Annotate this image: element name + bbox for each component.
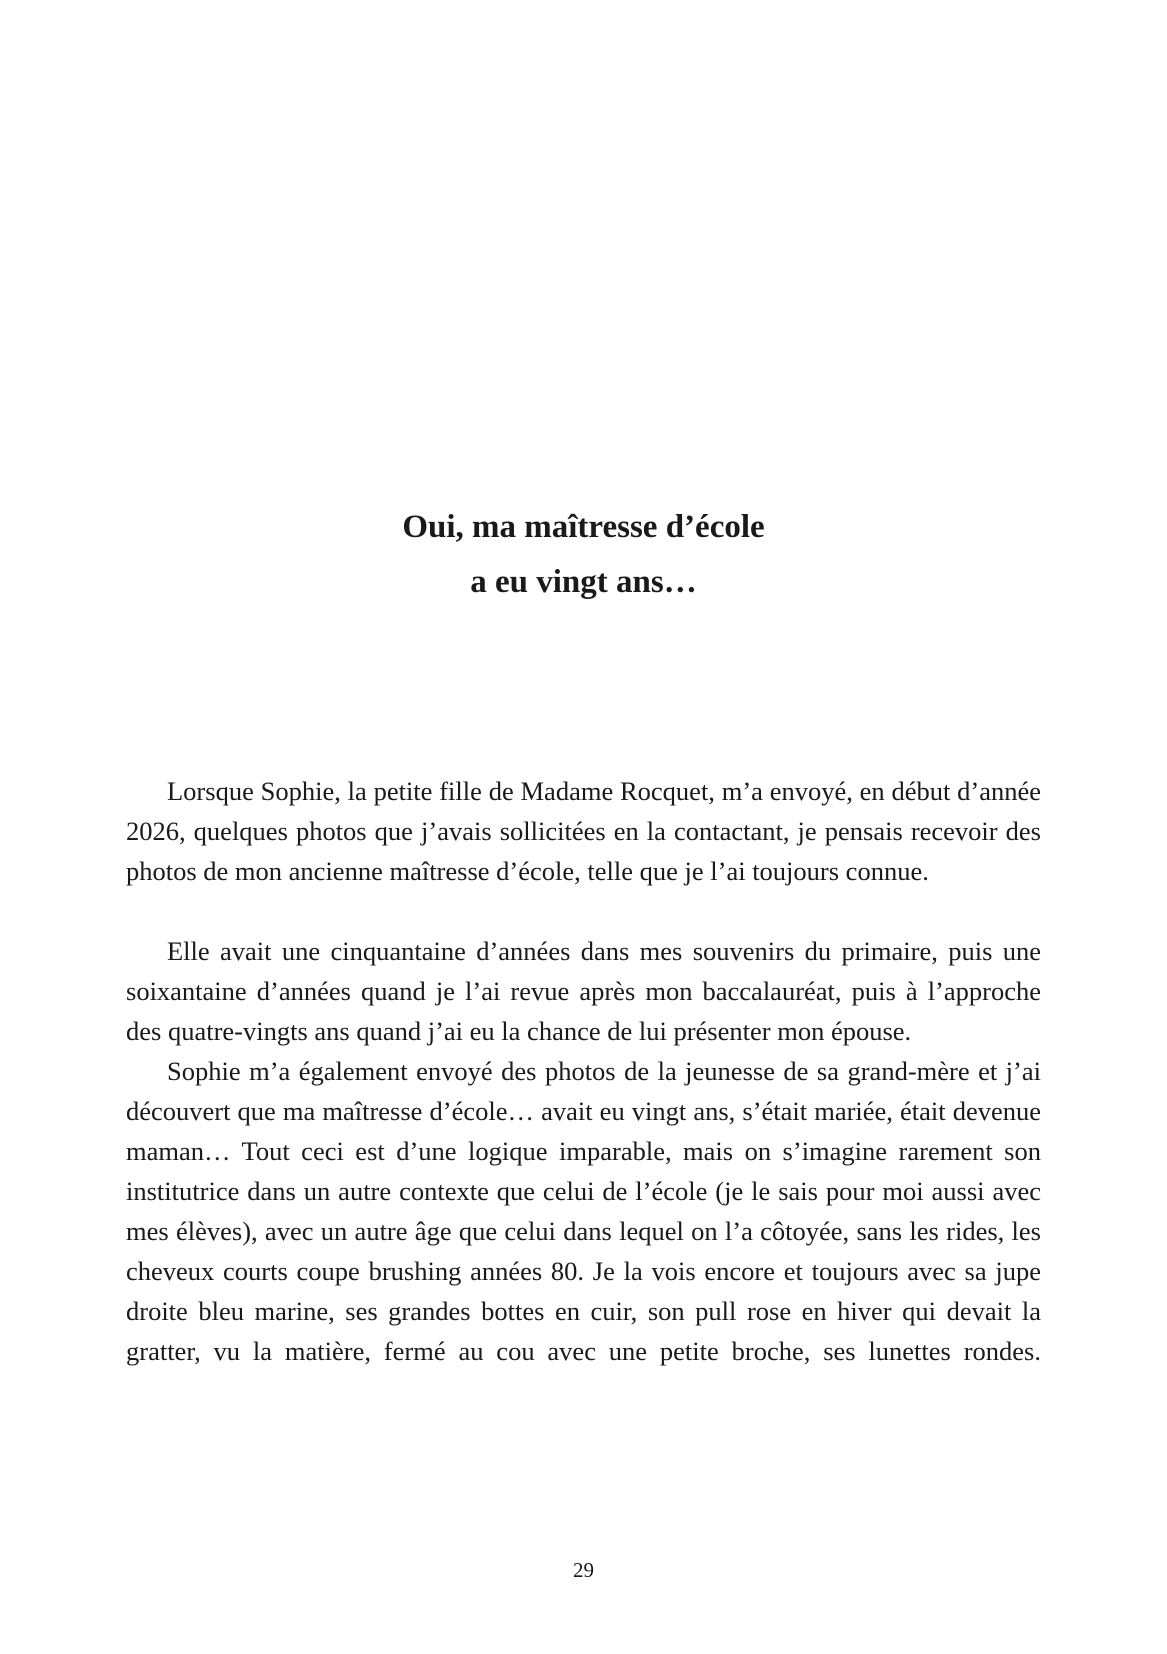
chapter-title-line-2: a eu vingt ans… [470, 564, 697, 600]
page-number: 29 [573, 1558, 594, 1582]
chapter-title [0, 500, 1167, 610]
paragraph-3: Sophie m’a également envoyé des photos de la jeunesse de sa grand-mère et j’ai découvert que ma maîtresse d’école… avait eu vingt ans, s’était mariée, était devenue maman… Tout ceci est d’une logique imparable, mais on s’imagine rarement son institutrice dans un autre contexte que celui de l’école (je le sais pour moi aussi avec mes élèves), avec un autre âge que celui dans lequel on l’a côtoyée, sans les rides, les cheveux courts coupe brushing années 80. Je la vois encore et toujours avec sa jupe droite bleu marine, ses grandes bottes en cuir, son pull rose en hiver qui devait la gratter, vu la matière, fermé au cou avec une petite broche, ses lunettes rondes. [126, 1056, 1041, 1366]
body-text [126, 771, 1041, 1371]
paragraph-2: Elle avait une cinquantaine d’années dans mes souvenirs du primaire, puis une soixantaine d’années quand je l’ai revue après mon baccalauréat, puis à l’approche des quatre-vingts ans quand j’ai eu la chance de lui présenter mon épouse. [126, 936, 1041, 1046]
chapter-title-line-1: Oui, ma maîtresse d’école [402, 509, 765, 545]
paragraph-spacer [126, 891, 1041, 931]
paragraph-1: Lorsque Sophie, la petite fille de Madame Rocquet, m’a envoyé, en début d’année 2026, quelques photos que j’avais sollicitées en la contactant, je pensais recevoir des photos de mon ancienne maîtresse d’école, telle que je l’ai toujours connue. [126, 776, 1041, 886]
